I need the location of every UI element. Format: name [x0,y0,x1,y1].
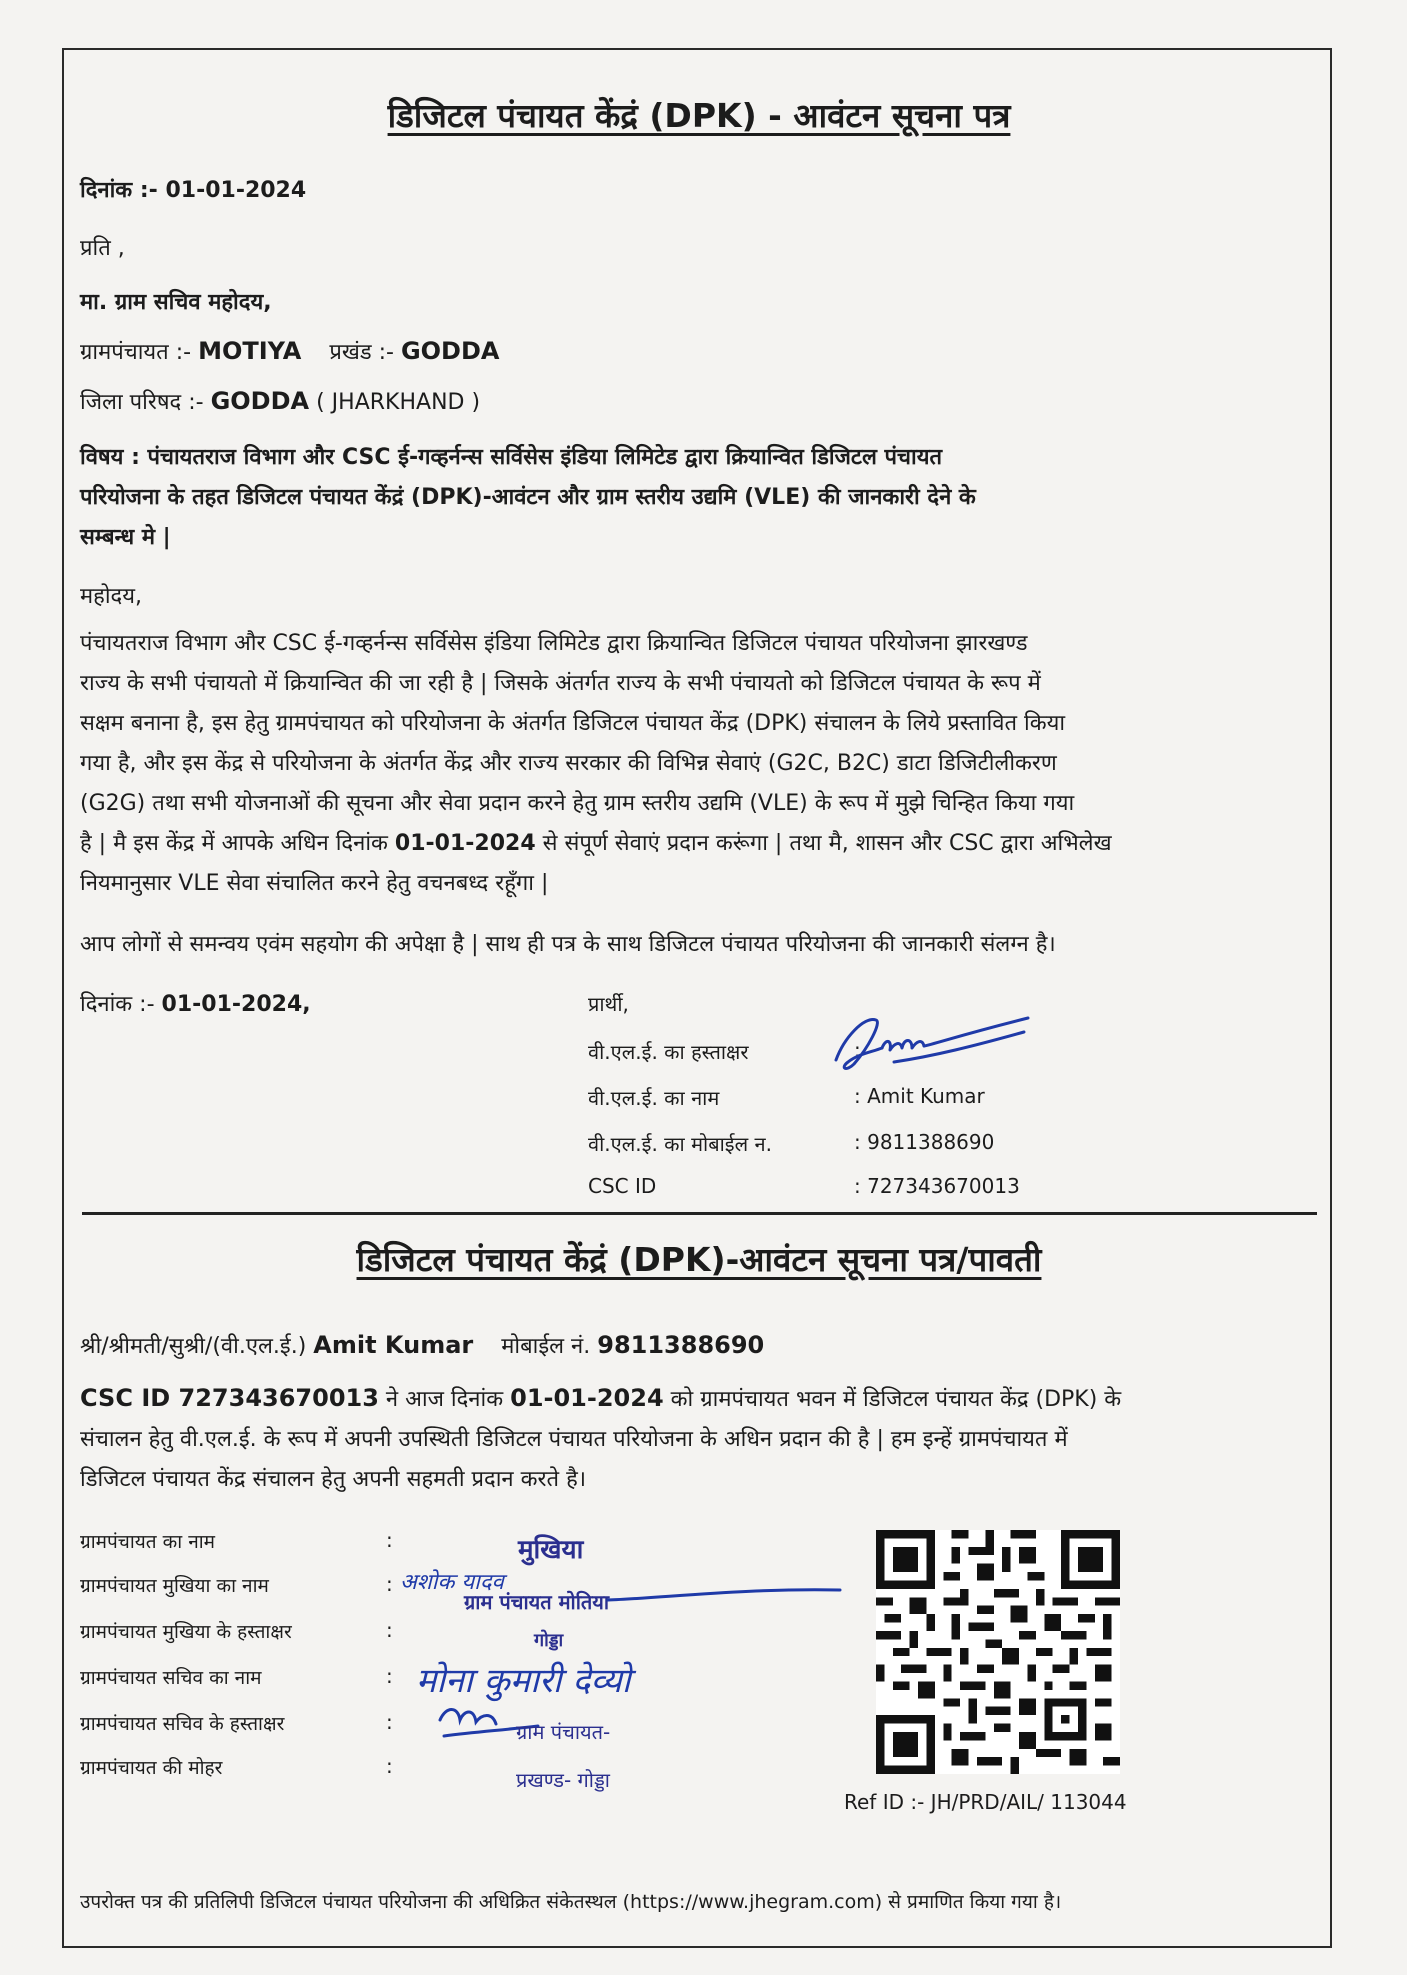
vle-name-label: वी.एल.ई. का नाम [588,1086,720,1110]
ref-id: Ref ID :- JH/PRD/AIL/ 113044 [844,1790,1127,1814]
stamp-lower-line2: प्रखण्ड- गोड्डा [516,1768,610,1792]
applicant-label: प्रार्थी, [588,992,629,1016]
gp-line: ग्रामपंचायत :- MOTIYA प्रखंड :- GODDA [80,337,500,365]
salutation: महोदय, [80,584,142,609]
mukhiya-signature-stroke [604,1580,844,1610]
closing-line: आप लोगों से समन्वय एवंम सहयोग की अपेक्षा है | साथ ही पत्र के साथ डिजिटल पंचायत परियोजना की जानकारी संलग्न है। [80,932,1056,957]
field-seal-label: ग्रामपंचायत की मोहर [80,1757,223,1779]
csc-id: : 727343670013 [854,1174,1020,1198]
field-colon: : [386,1618,393,1642]
receipt-title: डिजिटल पंचायत केंद्रं (DPK)-आवंटन सूचना पत्र/पावती [356,1240,1042,1279]
field-colon: : [386,1710,393,1734]
field-colon: : [386,1572,393,1596]
receipt-name-line: श्री/श्रीमती/सुश्री/(वी.एल.ई.) Amit Kumar मोबाईल नं. 9811388690 [80,1331,765,1359]
section-divider [82,1212,1317,1215]
stamp-mukhiya: मुखिया [518,1535,584,1565]
field-colon: : [386,1528,393,1552]
vle-sign-colon: : [854,1038,861,1062]
stamp-gram-panchayat: ग्राम पंचायत मोतिया [464,1590,610,1614]
to-line: प्रति , [80,236,125,261]
qr-code [876,1530,1120,1774]
vle-name: : Amit Kumar [854,1084,985,1108]
field-colon: : [386,1754,393,1778]
receipt-body: CSC ID 727343670013 ने आज दिनांक 01-01-2024 को ग्रामपंचायत भवन में डिजिटल पंचायत केंद्र (DPK) के संचालन हेतु वी.एल.ई. के रूप में अपनी उपस्थिती डिजिटल पंचायत परियोजना के अधिन प्रदान की है | हम इन्हें ग्रामपंचायत में डिजिटल पंचायत केंद्र संचालन हेतु अपनी सहमती प्रदान करते है। [80,1384,1122,1492]
handwritten-mukhiya-name: अशोक यादव [400,1570,504,1595]
field-sachiv-name-label: ग्रामपंचायत सचिव का नाम [80,1667,262,1689]
handwritten-sachiv-name: मोना कुमारी देव्यो [416,1661,631,1701]
vle-mobile: : 9811388690 [854,1130,995,1154]
subject: विषय : पंचायतराज विभाग और CSC ई-गव्हर्नन्स सर्विसेस इंडिया लिमिटेड द्वारा क्रियान्वित डिजिटल पंचायत परियोजना के तहत डिजिटल पंचायत केंद्रं (DPK)-आवंटन और ग्राम स्तरीय उद्यमि (VLE) की जानकारी देने के सम्बन्ध मे | [80,445,976,550]
district-line: जिला परिषद :- GODDA ( JHARKHAND ) [80,387,481,415]
addressee: मा. ग्राम सचिव महोदय, [80,290,272,315]
vle-mobile-label: वी.एल.ई. का मोबाईल न. [588,1132,773,1156]
document-frame [62,48,1332,1948]
csc-id-label: CSC ID [588,1174,657,1198]
footer-note: उपरोक्त पत्र की प्रतिलिपी डिजिटल पंचायत परियोजना की अधिक्रित संकेतस्थल (https://www.jhegram.com) से प्रमाणित किया गया है। [80,1891,1062,1913]
stamp-godda: गोड्डा [534,1630,564,1651]
letter-body: पंचायतराज विभाग और CSC ई-गव्हर्नन्स सर्विसेस इंडिया लिमिटेड द्वारा क्रियान्वित डिजिटल पंचायत परियोजना झारखण्ड राज्य के सभी पंचायतो में क्रियान्वित की जा रही है | जिसके अंतर्गत राज्य के सभी पंचायतो को डिजिटल पंचायत के रूप में सक्षम बनाना है, इस हेतु ग्रामपंचायत को परियोजना के अंतर्गत डिजिटल पंचायत केंद्र (DPK) संचालन के लिये प्रस्तावित किया गया है, और इस केंद्र से परियोजना के अंतर्गत केंद्र और राज्य सरकार की विभिन्न सेवाएं (G2C, B2C) डाटा डिजिटीलीकरण (G2G) तथा सभी योजनाओं की सूचना और सेवा प्रदान करने हेतु ग्राम स्तरीय उद्यमि (VLE) के रूप में मुझे चिन्हित किया गया है | मै इस केंद्र में आपके अधिन दिनांक 01-01-2024 से संपूर्ण सेवाएं प्रदान करूंगा | तथा मै, शासन और CSC द्वारा अभिलेख नियमानुसार VLE सेवा संचालित करने हेतु वचनबध्द रहूँगा | [80,631,1112,896]
letter-date: दिनांक :- 01-01-2024 [80,178,307,203]
field-mukhiya-sign-label: ग्रामपंचायत मुखिया के हस्ताक्षर [80,1621,292,1643]
field-colon: : [386,1664,393,1688]
vle-signature [824,1008,1044,1088]
vle-sign-label: वी.एल.ई. का हस्ताक्षर [588,1040,749,1064]
field-sachiv-sign-label: ग्रामपंचायत सचिव के हस्ताक्षर [80,1713,285,1735]
field-gp-name-label: ग्रामपंचायत का नाम [80,1531,216,1553]
field-mukhiya-name-label: ग्रामपंचायत मुखिया का नाम [80,1575,269,1597]
letter-title: डिजिटल पंचायत केंद्रं (DPK) - आवंटन सूचना पत्र [387,96,1011,135]
letter-date-2: दिनांक :- 01-01-2024, [80,992,311,1017]
stamp-lower-line1: ग्राम पंचायत- [516,1720,611,1744]
